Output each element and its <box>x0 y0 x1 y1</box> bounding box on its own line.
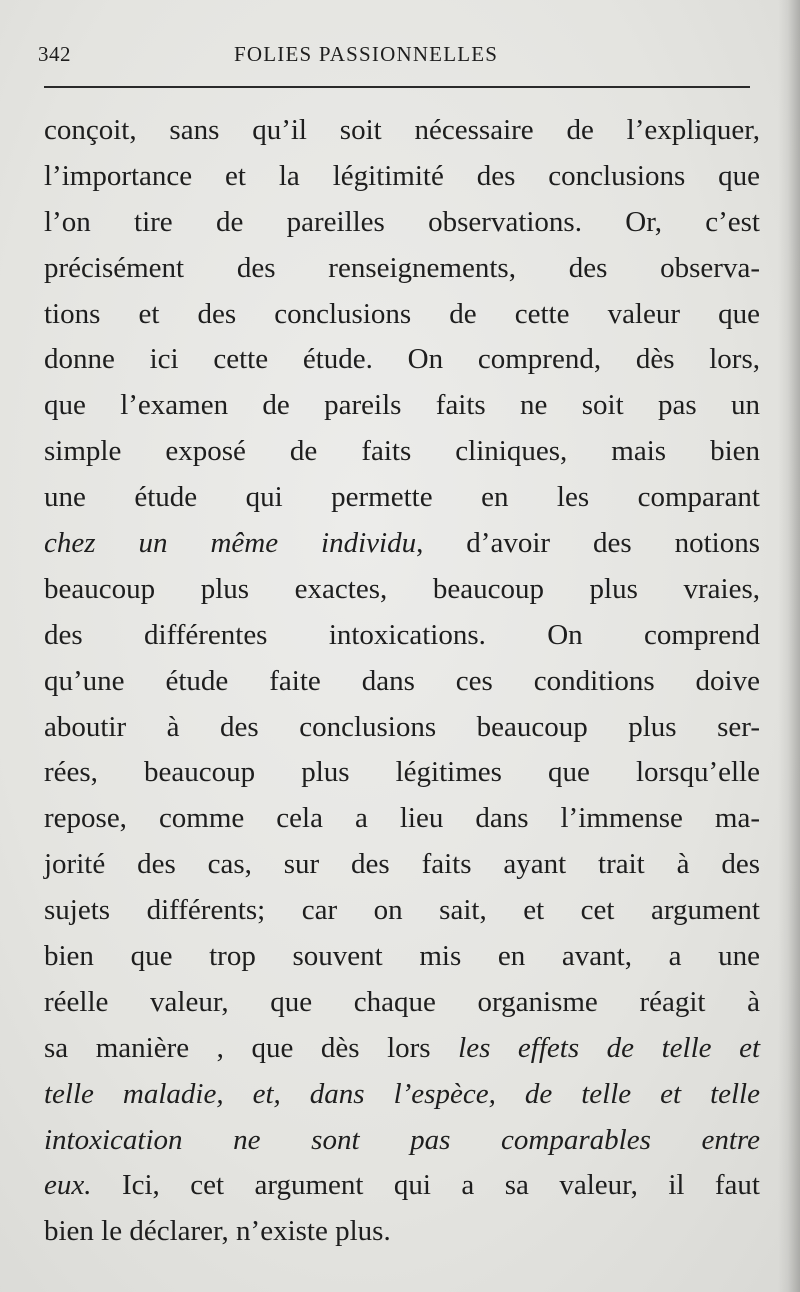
text-line <box>44 292 760 338</box>
text-line <box>44 1072 760 1118</box>
text-run: sujets différents; car on sait, et cet argument <box>44 894 760 927</box>
page-number: 342 <box>38 42 71 66</box>
text-run: jorité des cas, sur des faits ayant trait à des <box>44 848 760 881</box>
text-line <box>44 613 760 659</box>
italic-text: chez un même individu <box>44 527 417 560</box>
text-line <box>44 383 760 429</box>
text-line <box>44 1209 760 1255</box>
text-line <box>44 750 760 796</box>
text-run: que l’examen de pareils faits ne soit pas un <box>44 389 760 422</box>
text-run: aboutir à des conclusions beaucoup plus ser- <box>44 710 760 743</box>
text-run: simple exposé de faits cliniques, mais bien <box>44 435 760 468</box>
text-line <box>44 705 760 751</box>
text-run: qu’une étude faite dans ces conditions doive <box>44 664 760 697</box>
text-line <box>44 980 760 1026</box>
text-line <box>44 842 760 888</box>
page-edge-shadow <box>778 0 800 1292</box>
text-line <box>44 934 760 980</box>
text-run: repose, comme cela a lieu dans l’immense ma- <box>44 802 760 835</box>
text-run: des différentes intoxications. On comprend <box>44 618 760 651</box>
text-line <box>44 1118 760 1164</box>
text-run: conçoit, sans qu’il soit nécessaire de l’expliquer, <box>44 114 760 146</box>
text-run: une étude qui permette en les comparant <box>44 481 760 514</box>
text-line <box>44 429 760 475</box>
text-run: donne ici cette étude. On comprend, dès lors, <box>44 343 760 376</box>
page-header <box>38 38 752 74</box>
text-run: rées, beaucoup plus légitimes que lorsqu’elle <box>44 756 760 789</box>
text-run: précisément des renseignements, des observa- <box>44 251 760 284</box>
italic-text: eux. <box>44 1169 92 1202</box>
text-line <box>44 888 760 934</box>
text-run: sa manière , que dès lors <box>44 1031 459 1064</box>
body-paragraph <box>44 108 760 1255</box>
text-line <box>44 475 760 521</box>
text-line <box>44 246 760 292</box>
text-run: , d’avoir des notions <box>416 527 760 560</box>
text-run: tions et des conclusions de cette valeur que <box>44 297 760 330</box>
text-run: Ici, cet argument qui a sa valeur, il faut <box>91 1169 760 1202</box>
text-line <box>44 154 760 200</box>
text-run: l’importance et la légitimité des conclusions que <box>44 159 760 192</box>
italic-text: les effets de telle et <box>458 1031 760 1064</box>
text-run: bien le déclarer, n’existe plus. <box>44 1215 391 1248</box>
text-line <box>44 567 760 613</box>
text-line <box>44 200 760 246</box>
italic-text: telle maladie, et, dans l’espèce, de telle et telle <box>44 1077 760 1110</box>
text-line <box>44 1026 760 1072</box>
italic-text: intoxication ne sont pas comparables entre <box>44 1123 760 1156</box>
text-line <box>44 1163 760 1209</box>
text-line <box>44 521 760 567</box>
text-line <box>44 337 760 383</box>
text-line <box>44 659 760 705</box>
running-title: FOLIES PASSIONNELLES <box>234 42 499 66</box>
header-rule <box>44 86 750 88</box>
text-line <box>44 108 760 154</box>
text-run: réelle valeur, que chaque organisme réagit à <box>44 985 760 1018</box>
text-run: bien que trop souvent mis en avant, a une <box>44 940 760 973</box>
text-run: l’on tire de pareilles observations. Or, c’est <box>44 205 760 238</box>
text-line <box>44 796 760 842</box>
text-run: beaucoup plus exactes, beaucoup plus vraies, <box>44 572 760 605</box>
